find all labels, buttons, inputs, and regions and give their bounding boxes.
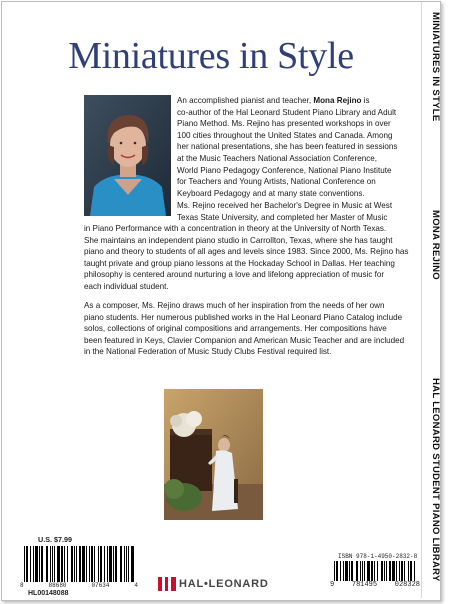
barcode-bar (334, 561, 335, 581)
barcode-bar (104, 546, 105, 582)
barcode-bar (39, 546, 40, 582)
barcode-bar (100, 546, 102, 582)
bio-line: in Piano Performance with a concentration in theory at the University of North Texas. (84, 224, 387, 233)
barcode-bar (340, 561, 341, 581)
bio-paragraph-1 (177, 95, 419, 199)
barcode-bar (349, 561, 350, 581)
bio-line: piano and theory to students of all ages and levels since 1983. Since 2000, Ms. Rejino has (84, 247, 409, 257)
barcode-bar (98, 546, 99, 582)
hal-leonard-logo-icon (158, 577, 176, 591)
woman-at-piano-painting (164, 389, 263, 520)
bio-line: Piano Method. Ms. Rejino has presented workshops in over (177, 119, 391, 129)
barcode-bar (115, 546, 117, 582)
barcode-bar (30, 546, 31, 582)
publisher-logo (158, 577, 269, 591)
barcode-bar (389, 561, 391, 581)
barcode-bar (82, 546, 85, 582)
barcode-bar (41, 546, 43, 582)
barcode-bar (381, 561, 383, 581)
bio-line: An accomplished pianist and teacher, Mona Rejino is (177, 96, 370, 105)
barcode-bar (76, 546, 77, 582)
bio-paragraph-3 (84, 300, 420, 358)
barcode-bar (46, 546, 48, 582)
barcode-bar (360, 561, 361, 581)
bio-line: 100 cities throughout the United States and Canada. Among (177, 130, 393, 140)
barcode-bar (120, 546, 122, 582)
bio-line: solos, collections of original compositions and arrangements. Her compositions have (84, 324, 387, 334)
barcode-bar (54, 546, 55, 582)
bio-line: each individual student. (84, 281, 169, 291)
barcode-bar (26, 546, 28, 582)
bio-line: As a composer, Ms. Rejino draws much of her inspiration from the needs of her own (84, 301, 385, 310)
bio-line: taught private and group piano lessons at the Hockaday School in Dallas. Her teaching (84, 258, 395, 268)
spine-divider (421, 2, 422, 598)
bio-line: Keyboard Pedagogy and at many state conventions. (177, 188, 365, 198)
isbn-label: ISBN 978-1-4950-2832-8 (338, 553, 418, 560)
bio-line: philosophy is centered around nurturing a love and lifelong appreciation of music for (84, 270, 385, 280)
barcode-bar (404, 561, 405, 581)
barcode-bar (94, 546, 95, 582)
bio-paragraph-2-body (84, 223, 420, 293)
barcode-bar (414, 561, 415, 581)
barcode-bar (399, 561, 400, 581)
barcode-bar (74, 546, 75, 582)
barcode-bar (33, 546, 34, 582)
bio-line: her national presentations, she has been featured in sessions (177, 142, 398, 152)
author-portrait (84, 95, 171, 216)
barcode-bar (57, 546, 60, 582)
bio-line: Texas State University, and completed her Master of Music (177, 212, 388, 222)
barcode-bar (24, 546, 25, 582)
barcode-bar (67, 546, 68, 582)
barcode-bar (396, 561, 397, 581)
bio-line: She maintains an independent piano studio in Carrollton, Texas, where she has taught (84, 235, 393, 245)
book-title: Miniatures in Style (68, 35, 354, 77)
bio-line: for Teachers and Young Artists, National Conference on (177, 177, 376, 187)
barcode-bar (356, 561, 358, 581)
barcode-bar (124, 546, 125, 582)
product-code: HL00148088 (28, 590, 69, 597)
bio-line: World Piano Pedagogy Conference, National Piano Institute (177, 165, 392, 175)
barcode-bar (35, 546, 38, 582)
barcode-bar (351, 561, 353, 581)
barcode-bar (61, 546, 63, 582)
barcode-bar (109, 546, 112, 582)
bio-paragraph-2-head (177, 200, 419, 223)
barcode-bar (384, 561, 385, 581)
barcode-bar (386, 561, 387, 581)
spine-author: MONA REJINO (430, 210, 441, 280)
barcode-bar (107, 546, 108, 582)
isbn-digits: 9 781495 028328 (330, 581, 420, 589)
barcode-bar (377, 561, 378, 581)
price-label: U.S. $7.99 (38, 535, 72, 544)
barcode-bar (336, 561, 338, 581)
isbn-barcode (334, 561, 418, 581)
bio-line: in the National Federation of Music Study Clubs Festival required list. (84, 347, 332, 357)
barcode-bar (408, 561, 409, 581)
barcode-bar (52, 546, 53, 582)
spine-series: HAL LEONARD STUDENT PIANO LIBRARY (430, 378, 441, 582)
barcode-bar (79, 546, 81, 582)
barcode-bar (401, 561, 403, 581)
barcode-bar (128, 546, 129, 582)
author-name: Mona Rejino (313, 96, 362, 105)
barcode-bar (374, 561, 375, 581)
barcode-bar (364, 561, 365, 581)
barcode-bar (410, 561, 412, 581)
bio-line: Ms. Rejino received her Bachelor's Degree in Music at West (177, 201, 393, 210)
barcode-bar (345, 561, 348, 581)
barcode-bar (86, 546, 87, 582)
upc-barcode (24, 546, 136, 582)
barcode-bar (64, 546, 65, 582)
barcode-bar (371, 561, 373, 581)
upc-digits: 8 88680 07634 4 (20, 582, 138, 589)
barcode-bar (362, 561, 363, 581)
bio-line: been featured in Keys, Clavier Companion and American Music Teacher and are included (84, 335, 405, 345)
publisher-name: HAL•LEONARD (179, 578, 269, 590)
barcode-bar (71, 546, 73, 582)
bio-line: co-author of the Hal Leonard Student Piano Library and Adult (177, 107, 397, 117)
barcode-bar (91, 546, 93, 582)
spine-title: MINIATURES IN STYLE (430, 12, 441, 122)
barcode-bar (367, 561, 370, 581)
barcode-bar (89, 546, 90, 582)
barcode-bar (113, 546, 114, 582)
bio-line: at the Music Teachers National Association Conference, (177, 153, 378, 163)
bio-line: piano students. Her numerous published works in the Hal Leonard Piano Catalog include (84, 312, 403, 322)
barcode-bar (126, 546, 127, 582)
barcode-bar (343, 561, 344, 581)
barcode-bar (392, 561, 395, 581)
barcode-bar (131, 546, 134, 582)
barcode-bar (50, 546, 51, 582)
